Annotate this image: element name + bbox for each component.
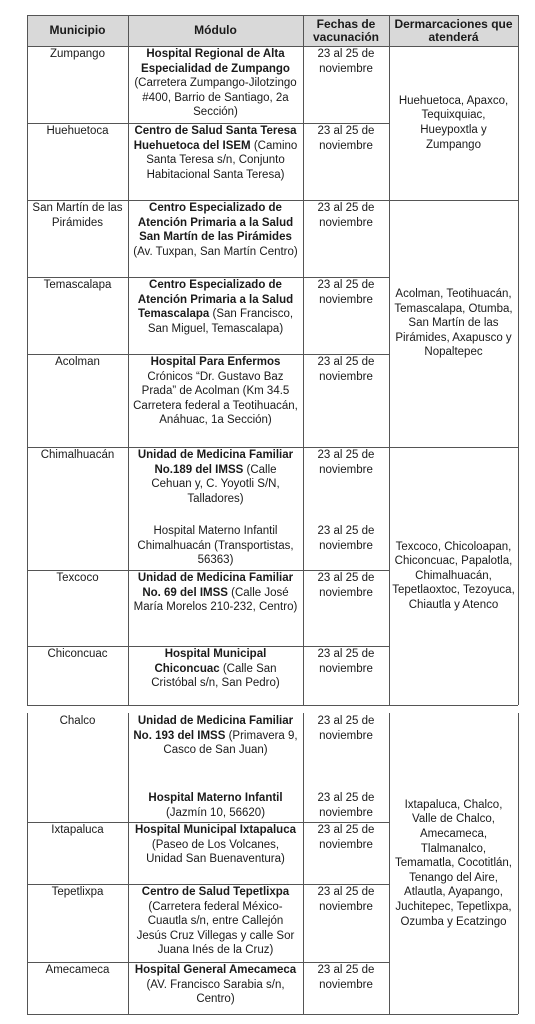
municipio-cell: Chalco	[59, 715, 96, 727]
header-column-line	[128, 15, 129, 46]
modulo-name: Hospital Materno Infantil	[148, 792, 283, 804]
modulo-name: Centro Especializado de Atención Primaria a la Salud San Martín de las Pirámides	[137, 202, 294, 244]
demarcaciones-cell: Texcoco, Chicoloapan, Chiconcuac, Papalotla, Chimalhuacán, Tepetlaoxtoc, Tezoyuca, Chiautla y Atenco	[392, 540, 515, 611]
column-line	[303, 713, 304, 1014]
modulo-name: Hospital Municipal Ixtapaluca	[134, 824, 297, 836]
modulo-cell	[133, 201, 298, 259]
municipio-cell: Huehuetoca	[46, 125, 109, 137]
demarcaciones-cell: Acolman, Teotihuacán, Temascalapa, Otumba, San Martín de las Pirámides, Axapusco y Nopaltepec	[394, 288, 513, 359]
modulo-cell	[133, 885, 298, 958]
modulo-cell	[133, 47, 298, 120]
modulo-cell	[133, 714, 298, 758]
modulo-name: Centro de Salud Tepetlixpa	[141, 886, 290, 898]
row-divider	[27, 123, 389, 124]
fechas-cell: 23 al 25 de noviembre	[317, 356, 375, 383]
modulo-address: (Carretera Zumpango-Jilotzingo #400, Barrio de Santiago, 2a Sección)	[134, 77, 297, 119]
modulo-address: (Jazmín 10, 56620)	[165, 806, 266, 819]
header-cell: Módulo	[128, 15, 303, 46]
demarcaciones-cell: Huehuetoca, Apaxco, Tequixquiac, Hueypoxtla y Zumpango	[398, 94, 509, 151]
column-line	[518, 46, 519, 705]
group-divider	[389, 200, 518, 201]
modulo-cell	[133, 278, 298, 336]
modulo-address: Crónicos “Dr. Gustavo Baz Prada” de Acolman (Km 34.5 Carretera federal a Teotihuacán, Anáhuac, 1a Sección)	[133, 370, 298, 427]
municipio-cell: Texcoco	[56, 572, 99, 584]
fechas-cell: 23 al 25 de noviembre	[317, 449, 375, 476]
column-line	[128, 46, 129, 705]
header-cell: Fechas de vacunación	[303, 15, 389, 46]
fechas-cell: 23 al 25 de noviembre	[317, 125, 375, 152]
row-divider	[27, 200, 389, 201]
column-line	[128, 713, 129, 1014]
modulo-address: (Calle Cehuan y, C. Yoyotli S/N, Talladores)	[151, 463, 280, 505]
modulo-address: (Paseo de Los Volcanes, Unidad San Buenaventura)	[146, 838, 285, 866]
modulo-name: Centro de Salud Santa Teresa Huehuetoca del ISEM	[133, 125, 297, 152]
modulo-name: Centro Especializado de Atención Primaria a la Salud Temascalapa	[137, 279, 294, 321]
fechas-cell: 23 al 25 de noviembre	[317, 715, 375, 742]
fechas-cell: 23 al 25 de noviembre	[317, 648, 375, 675]
modulo-name: Hospital Municipal Chiconcuac	[154, 648, 267, 675]
modulo-cell	[133, 448, 298, 506]
modulo-cell	[133, 524, 298, 568]
modulo-cell	[133, 571, 298, 615]
row-divider	[27, 646, 389, 647]
row-divider	[27, 822, 389, 823]
fechas-cell: 23 al 25 de noviembre	[317, 48, 375, 75]
header-cell: Municipio	[27, 15, 128, 46]
modulo-address: (AV. Francisco Sarabia s/n, Centro)	[146, 978, 285, 1006]
municipio-cell: Ixtapaluca	[51, 824, 104, 836]
header-divider	[27, 46, 518, 47]
group-divider	[389, 447, 518, 448]
municipio-cell: San Martín de las Pirámides	[32, 202, 123, 229]
header-column-line	[27, 15, 28, 46]
column-line	[518, 713, 519, 1014]
modulo-address: (Calle San Cristóbal s/n, San Pedro)	[151, 662, 280, 690]
municipio-cell: Chimalhuacán	[40, 449, 115, 461]
fechas-cell: 23 al 25 de noviembre	[317, 964, 375, 991]
modulo-address: Hospital Materno Infantil Chimalhuacán (Transportistas, 56363)	[137, 525, 294, 567]
fechas-cell: 23 al 25 de noviembre	[317, 792, 375, 819]
modulo-address: (Camino Santa Teresa s/n, Conjunto Habitacional Santa Teresa)	[146, 139, 298, 181]
modulo-cell	[133, 355, 298, 428]
modulo-address: (Av. Tuxpan, San Martín Centro)	[133, 245, 298, 258]
row-divider	[27, 277, 389, 278]
modulo-name: Hospital Para Enfermos	[150, 356, 281, 368]
modulo-cell	[133, 124, 298, 182]
fechas-cell: 23 al 25 de noviembre	[317, 202, 375, 229]
header-column-line	[389, 15, 390, 46]
row-divider	[27, 884, 389, 885]
column-line	[389, 46, 390, 705]
modulo-name: Unidad de Medicina Familiar No.189 del IMSS	[137, 449, 294, 476]
modulo-name: Unidad de Medicina Familiar No. 193 del IMSS	[133, 715, 294, 742]
row-divider	[27, 447, 389, 448]
modulo-name: Unidad de Medicina Familiar No. 69 del IMSS	[137, 572, 294, 599]
column-line	[303, 46, 304, 705]
column-line	[27, 713, 28, 1014]
fechas-cell: 23 al 25 de noviembre	[317, 525, 375, 552]
header-column-line	[303, 15, 304, 46]
header-column-line	[518, 15, 519, 46]
table-border-top	[27, 15, 518, 16]
header-cell: Dermarcaciones que atenderá	[389, 15, 518, 46]
column-line	[27, 46, 28, 705]
demarcaciones-cell: Ixtapaluca, Chalco, Valle de Chalco, Amecameca, Tlalmanalco, Temamatla, Cocotitlán, Tenango del Aire, Atlautla, Ayapango, Juchitepec, Tepetlixpa, Ozumba y Ecatzingo	[395, 798, 512, 928]
column-line	[389, 713, 390, 1014]
modulo-cell	[133, 963, 298, 1007]
row-divider	[27, 962, 389, 963]
municipio-cell: Amecameca	[45, 964, 110, 976]
municipio-cell: Tepetlixpa	[51, 886, 104, 898]
table-border-bottom	[27, 1014, 518, 1015]
modulo-cell	[133, 823, 298, 867]
modulo-name: Hospital General Amecameca	[134, 964, 297, 976]
fechas-cell: 23 al 25 de noviembre	[317, 886, 375, 913]
row-divider	[27, 570, 389, 571]
modulo-address: (San Francisco, San Miguel, Temascalapa)	[147, 308, 294, 335]
municipio-cell: Temascalapa	[43, 279, 112, 291]
modulo-address: (Primavera 9, Casco de San Juan)	[163, 729, 298, 757]
modulo-address: (Calle José María Morelos 210-232, Centro)	[133, 586, 298, 614]
row-divider	[27, 354, 389, 355]
modulo-cell	[133, 647, 298, 691]
municipio-cell: Acolman	[55, 356, 100, 368]
fechas-cell: 23 al 25 de noviembre	[317, 824, 375, 851]
fechas-cell: 23 al 25 de noviembre	[317, 279, 375, 306]
fechas-cell: 23 al 25 de noviembre	[317, 572, 375, 599]
modulo-cell	[133, 791, 298, 820]
municipio-cell: Zumpango	[50, 48, 105, 60]
block-bottom-line	[27, 705, 518, 706]
municipio-cell: Chiconcuac	[47, 648, 108, 660]
modulo-address: (Carretera federal México-Cuautla s/n, entre Callejón Jesús Cruz Villegas y calle Sor Juana Inés de la Cruz)	[136, 900, 295, 957]
modulo-name: Hospital Regional de Alta Especialidad de Zumpango	[141, 48, 290, 75]
